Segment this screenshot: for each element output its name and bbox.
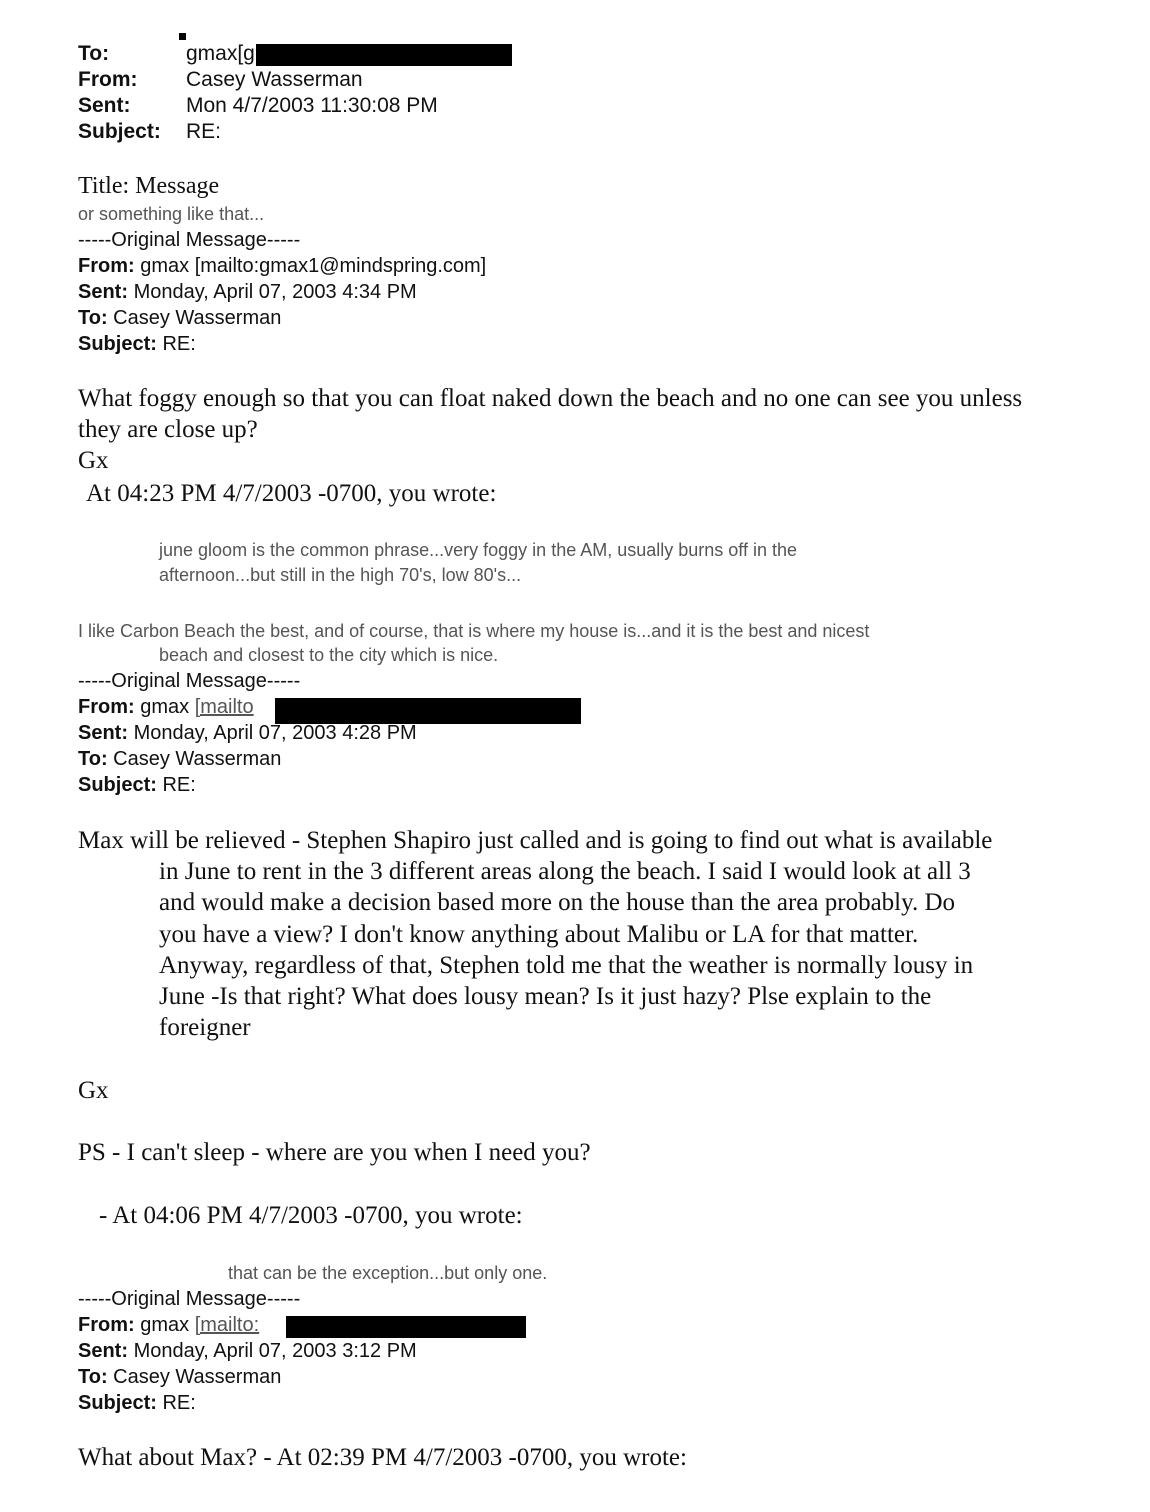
original-from-line bbox=[78, 255, 486, 278]
sent-value: Monday, April 07, 2003 4:28 PM bbox=[133, 722, 417, 744]
from-label: From: bbox=[78, 696, 135, 718]
to-label: To: bbox=[78, 748, 108, 770]
redaction-bar-email bbox=[286, 1316, 526, 1338]
header-from-value: Casey Wasserman bbox=[186, 68, 363, 91]
subject-label: Subject: bbox=[78, 774, 157, 796]
carbon-beach-line: I like Carbon Beach the best, and of course, that is where my house is...and it is the best and nicest bbox=[78, 621, 870, 641]
redaction-mark-small bbox=[179, 33, 186, 40]
to-label: To: bbox=[78, 1366, 108, 1388]
reply-note: or something like that... bbox=[78, 204, 265, 224]
reply-title-line: Title: Message bbox=[78, 173, 220, 199]
to-label: To: bbox=[78, 307, 108, 329]
carbon-beach-line: beach and closest to the city which is nice. bbox=[159, 645, 499, 665]
original-subject-line bbox=[78, 333, 196, 356]
subject-label: Subject: bbox=[78, 333, 157, 355]
redaction-bar-email bbox=[275, 698, 581, 724]
message-signoff: Gx bbox=[78, 1077, 109, 1104]
postscript: PS - I can't sleep - where are you when I need you? bbox=[78, 1139, 591, 1166]
header-from-label: From: bbox=[78, 68, 138, 91]
from-value: gmax [mailto:gmax1@mindspring.com] bbox=[140, 255, 487, 277]
from-label: From: bbox=[78, 255, 135, 277]
from-value: gmax bbox=[140, 1314, 190, 1336]
original-subject-line bbox=[78, 774, 196, 797]
subject-value: RE: bbox=[162, 1392, 196, 1414]
original-sent-line bbox=[78, 722, 417, 745]
message-body-line: Anyway, regardless of that, Stephen told me that the weather is normally lousy in bbox=[159, 952, 974, 979]
subject-label: Subject: bbox=[78, 1392, 157, 1414]
original-sent-line bbox=[78, 1340, 417, 1363]
header-sent-label: Sent: bbox=[78, 94, 131, 117]
original-divider: -----Original Message----- bbox=[78, 229, 301, 251]
header-subject-label: Subject: bbox=[78, 120, 161, 143]
mailto-link[interactable]: [mailto bbox=[194, 696, 254, 718]
from-value: gmax bbox=[140, 696, 190, 718]
sent-value: Monday, April 07, 2003 3:12 PM bbox=[133, 1340, 417, 1362]
original-to-line bbox=[78, 748, 281, 771]
quoted-line: that can be the exception...but only one. bbox=[228, 1263, 548, 1283]
to-value: Casey Wasserman bbox=[113, 1366, 282, 1388]
to-value: Casey Wasserman bbox=[113, 748, 282, 770]
message-body-line: What about Max? - At 02:39 PM 4/7/2003 -0700, you wrote: bbox=[78, 1444, 687, 1471]
redaction-bar-to bbox=[256, 44, 512, 66]
original-divider: -----Original Message----- bbox=[78, 1288, 301, 1310]
sent-value: Monday, April 07, 2003 4:34 PM bbox=[133, 281, 417, 303]
header-sent-value: Mon 4/7/2003 11:30:08 PM bbox=[186, 94, 438, 117]
original-to-line bbox=[78, 307, 281, 330]
message-body-line: in June to rent in the 3 different areas along the beach. I said I would look at all 3 bbox=[159, 858, 971, 885]
mailto-link[interactable]: [mailto: bbox=[194, 1314, 260, 1336]
to-value: Casey Wasserman bbox=[113, 307, 282, 329]
message-body-line: June -Is that right? What does lousy mean? Is it just hazy? Plse explain to the bbox=[159, 983, 932, 1010]
sent-label: Sent: bbox=[78, 722, 128, 744]
subject-value: RE: bbox=[162, 333, 196, 355]
message-body-line: Max will be relieved - Stephen Shapiro just called and is going to find out what is available bbox=[78, 827, 993, 854]
original-from-line bbox=[78, 696, 254, 719]
subject-value: RE: bbox=[162, 774, 196, 796]
quoted-line: june gloom is the common phrase...very foggy in the AM, usually burns off in the bbox=[159, 540, 798, 560]
header-to-label: To: bbox=[78, 42, 110, 65]
from-label: From: bbox=[78, 1314, 135, 1336]
header-subject-value: RE: bbox=[186, 120, 222, 143]
sent-label: Sent: bbox=[78, 1340, 128, 1362]
wrote-line: - At 04:06 PM 4/7/2003 -0700, you wrote: bbox=[99, 1202, 523, 1229]
message-signoff: Gx bbox=[78, 447, 109, 474]
message-body-line: you have a view? I don't know anything about Malibu or LA for that matter. bbox=[159, 921, 919, 948]
message-body-line: and would make a decision based more on the house than the area probably. Do bbox=[159, 889, 956, 916]
header-to-value: gmax[g bbox=[186, 42, 255, 65]
original-subject-line bbox=[78, 1392, 196, 1415]
message-body-line: What foggy enough so that you can float naked down the beach and no one can see you unless bbox=[78, 385, 1023, 412]
original-sent-line bbox=[78, 281, 417, 304]
original-from-line bbox=[78, 1314, 259, 1337]
quoted-line: afternoon...but still in the high 70's, low 80's... bbox=[159, 565, 522, 585]
original-to-line bbox=[78, 1366, 281, 1389]
wrote-line: At 04:23 PM 4/7/2003 -0700, you wrote: bbox=[86, 480, 497, 507]
sent-label: Sent: bbox=[78, 281, 128, 303]
message-body-line: they are close up? bbox=[78, 416, 258, 443]
original-divider: -----Original Message----- bbox=[78, 670, 301, 692]
message-body-line: foreigner bbox=[159, 1014, 251, 1041]
